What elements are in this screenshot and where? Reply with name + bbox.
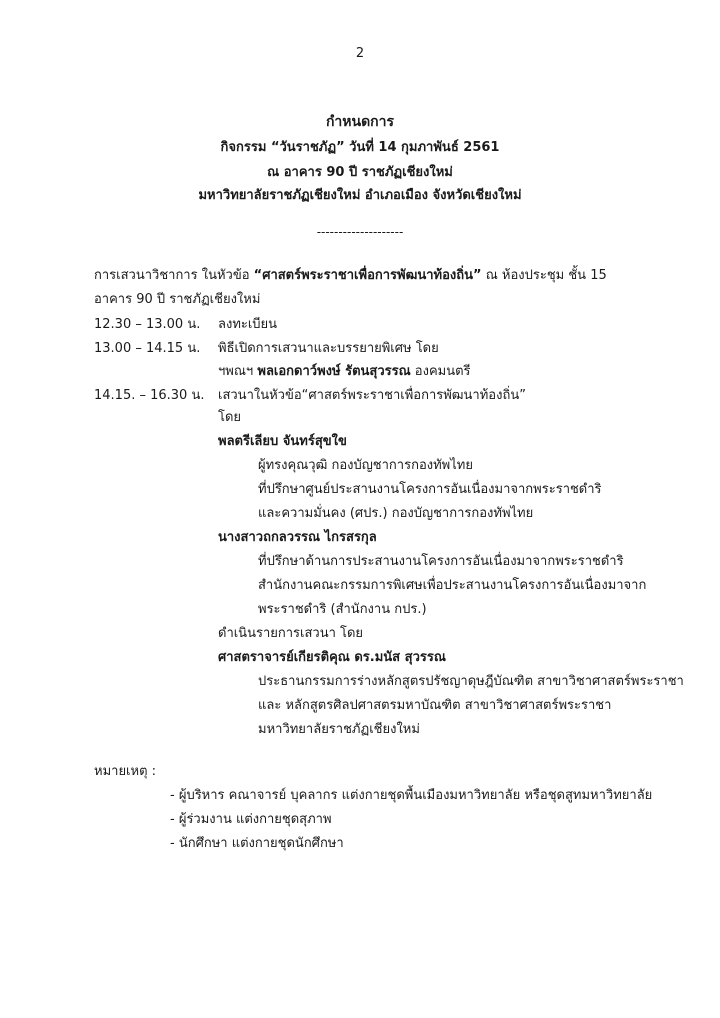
panelist-1-line-1: ผู้ทรงคุณวุฒิ กองบัญชาการกองทัพไทย	[258, 458, 473, 473]
header-divider: --------------------	[316, 225, 404, 239]
panelist-1-name: พลตรีเลียบ จันทร์สุขใข	[218, 434, 347, 449]
schedule-3-desc: เสวนาในหัวข้อ“ศาสตร์พระราชาเพื่อการพัฒนาท้องถิ่น”	[218, 388, 526, 403]
schedule-1-desc: ลงทะเบียน	[218, 317, 278, 332]
panelist-2-line-1: ที่ปรึกษาด้านการประสานงานโครงการอันเนื่องมาจากพระราชดำริ	[258, 554, 624, 569]
venue-building: ณ อาคาร 90 ปี ราชภัฏเชียงใหม่	[267, 165, 453, 180]
page-number: 2	[355, 46, 365, 61]
panelist-2-name: นางสาวถกลวรรณ ไกรสรกุล	[218, 530, 377, 545]
moderator-line-1: ประธานกรรมการร่างหลักสูตรปรัชญาดุษฎีบัณฑิต สาขาวิชาศาสตร์พระราชา	[258, 674, 684, 689]
note-3: - นักศึกษา แต่งกายชุดนักศึกษา	[170, 836, 344, 851]
venue-university: มหาวิทยาลัยราชภัฏเชียงใหม่ อำเภอเมือง จังหวัดเชียงใหม่	[198, 188, 522, 203]
moderator-label: ดำเนินรายการเสวนา โดย	[218, 626, 364, 641]
schedule-2-desc: พิธีเปิดการเสวนาและบรรยายพิเศษ โดย	[218, 341, 439, 356]
intro-topic: “ศาสตร์พระราชาเพื่อการพัฒนาท้องถิ่น”	[253, 268, 482, 283]
moderator-line-3: มหาวิทยาลัยราชภัฏเชียงใหม่	[258, 722, 420, 737]
intro-line-2: อาคาร 90 ปี ราชภัฏเชียงใหม่	[94, 292, 261, 307]
speaker-name: พลเอกดาว์พงษ์ รัตนสุวรรณ	[257, 364, 411, 379]
schedule-2-speaker	[218, 362, 471, 382]
intro-suffix: ณ ห้องประชุม ชั้น 15	[481, 268, 607, 283]
intro-prefix: การเสวนาวิชาการ ในหัวข้อ	[94, 268, 254, 283]
speaker-role: องคมนตรี	[410, 364, 471, 379]
notes-label: หมายเหตุ :	[94, 764, 157, 779]
panelist-2-line-3: พระราชดำริ (สำนักงาน กปร.)	[258, 602, 427, 617]
speaker-prefix: ฯพณฯ	[218, 364, 258, 379]
schedule-2-time: 13.00 – 14.15 น.	[94, 341, 201, 356]
note-1: - ผู้บริหาร คณาจารย์ บุคลากร แต่งกายชุดพื้นเมืองมหาวิทยาลัย หรือชุดสูทมหาวิทยาลัย	[170, 788, 653, 803]
moderator-name: ศาสตราจารย์เกียรติคุณ ดร.มนัส สุวรรณ	[218, 650, 446, 665]
schedule-1-time: 12.30 – 13.00 น.	[94, 317, 201, 332]
panelist-1-line-3: และความมั่นคง (ศปร.) กองบัญชาการกองทัพไทย	[258, 506, 534, 521]
panelist-2-line-2: สำนักงานคณะกรรมการพิเศษเพื่อประสานงานโครงการอันเนื่องมาจาก	[258, 578, 647, 593]
note-2: - ผู้ร่วมงาน แต่งกายชุดสุภาพ	[170, 812, 332, 827]
panelist-1-line-2: ที่ปรึกษาศูนย์ประสานงานโครงการอันเนื่องมาจากพระราชดำริ	[258, 482, 602, 497]
schedule-3-by: โดย	[218, 410, 242, 425]
schedule-3-time: 14.15. – 16.30 น.	[94, 388, 205, 403]
intro-line-1	[94, 266, 607, 286]
moderator-line-2: และ หลักสูตรศิลปศาสตรมหาบัณฑิต สาขาวิชาศาสตร์พระราชา	[258, 698, 612, 713]
event-name: กิจกรรม “วันราชภัฏ” วันที่ 14 กุมภาพันธ์ 2561	[220, 140, 500, 155]
document-title: กำหนดการ	[325, 114, 395, 130]
